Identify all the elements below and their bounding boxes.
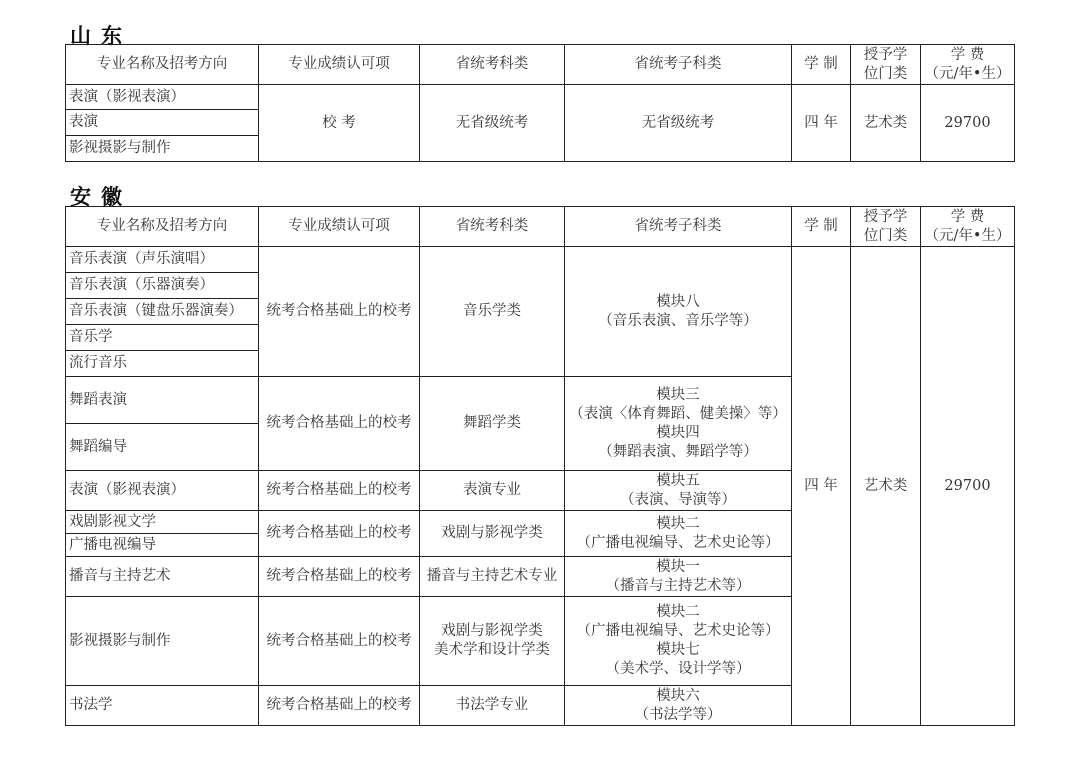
major-cell: 舞蹈表演: [66, 377, 259, 424]
subcategory-line: 模块二: [656, 515, 700, 532]
header-major: 专业名称及招考方向: [66, 207, 259, 247]
table-row: [66, 85, 1015, 110]
shandong-table: [65, 44, 1015, 162]
table-row: [66, 247, 1015, 273]
subcategory-cell: [565, 597, 792, 686]
header-recognition: 专业成绩认可项: [259, 207, 420, 247]
recognition-cell: 统考合格基础上的校考: [259, 247, 420, 377]
major-cell: 音乐表演（乐器演奏）: [66, 273, 259, 299]
subcategory-cell: 无省级统考: [565, 85, 792, 162]
subcategory-line: （美术学、设计学等）: [605, 661, 751, 677]
recognition-cell: 统考合格基础上的校考: [259, 377, 420, 471]
category-cell: 书法学专业: [420, 686, 565, 726]
recognition-cell: 统考合格基础上的校考: [259, 557, 420, 597]
major-cell: 表演: [66, 110, 259, 136]
subcategory-line: （播音与主持艺术等）: [605, 577, 751, 594]
major-cell: 广播电视编导: [66, 534, 259, 557]
header-degree: [851, 207, 921, 247]
major-cell: 播音与主持艺术: [66, 557, 259, 597]
header-recognition: 专业成绩认可项: [259, 45, 420, 85]
subcategory-cell: [565, 686, 792, 726]
header-row: [66, 207, 1015, 247]
category-cell: 无省级统考: [420, 85, 565, 162]
subcategory-line: 模块六: [656, 687, 700, 704]
subcategory-line: 模块八: [656, 293, 700, 310]
header-fee: [921, 45, 1015, 85]
header-fee-line2: （元/年•生）: [924, 65, 1011, 82]
subcategory-line: 模块一: [656, 558, 700, 575]
degree-cell: 艺术类: [851, 85, 921, 162]
recognition-cell: 统考合格基础上的校考: [259, 471, 420, 511]
subcategory-cell: [565, 471, 792, 511]
header-fee-line2: （元/年•生）: [924, 227, 1011, 244]
header-fee-line1: 学 费: [950, 46, 985, 63]
major-cell: 舞蹈编导: [66, 424, 259, 471]
recognition-cell: 统考合格基础上的校考: [259, 511, 420, 557]
subcategory-line: （书法学等）: [634, 706, 722, 723]
subcategory-line: 模块四: [656, 424, 700, 441]
subcategory-line: （广播电视编导、艺术史论等）: [576, 623, 780, 639]
category-cell: 表演专业: [420, 471, 565, 511]
anhui-table: [65, 206, 1015, 726]
major-cell: 影视摄影与制作: [66, 136, 259, 162]
fee-cell: 29700: [921, 85, 1015, 162]
category-line: 戏剧与影视学类: [441, 623, 543, 639]
major-cell: 流行音乐: [66, 351, 259, 377]
category-line: 美术学和设计学类: [434, 642, 550, 658]
category-cell: [420, 597, 565, 686]
header-fee-line1: 学 费: [950, 208, 985, 225]
major-cell: 音乐表演（声乐演唱）: [66, 247, 259, 273]
subcategory-cell: [565, 247, 792, 377]
fee-cell: 29700: [921, 247, 1015, 726]
subcategory-line: 模块七: [656, 642, 700, 658]
header-degree-line1: 授予学: [863, 208, 908, 225]
recognition-cell: 统考合格基础上的校考: [259, 597, 420, 686]
category-cell: 音乐学类: [420, 247, 565, 377]
header-duration: 学 制: [792, 45, 851, 85]
duration-cell: 四 年: [792, 247, 851, 726]
duration-cell: 四 年: [792, 85, 851, 162]
province-title-shandong: 山东: [70, 24, 132, 48]
degree-cell: 艺术类: [851, 247, 921, 726]
subcategory-cell: [565, 377, 792, 471]
major-cell: 戏剧影视文学: [66, 511, 259, 534]
subcategory-line: （表演〈体育舞蹈、健美操〉等）: [569, 405, 787, 422]
category-cell: 戏剧与影视学类: [420, 511, 565, 557]
header-province-subcategory: 省统考子科类: [565, 45, 792, 85]
category-cell: 播音与主持艺术专业: [420, 557, 565, 597]
major-cell: 影视摄影与制作: [66, 597, 259, 686]
header-row: [66, 45, 1015, 85]
subcategory-line: （舞蹈表演、舞蹈学等）: [598, 443, 758, 460]
major-cell: 音乐表演（键盘乐器演奏）: [66, 299, 259, 325]
header-province-category: 省统考科类: [420, 207, 565, 247]
header-degree-line1: 授予学: [863, 46, 908, 63]
subcategory-line: 模块三: [656, 386, 700, 403]
recognition-cell: 统考合格基础上的校考: [259, 686, 420, 726]
major-cell: 音乐学: [66, 325, 259, 351]
header-degree-line2: 位门类: [863, 65, 908, 82]
subcategory-line: 模块五: [656, 472, 700, 489]
subcategory-line: 模块二: [656, 604, 700, 620]
header-province-subcategory: 省统考子科类: [565, 207, 792, 247]
major-cell: 书法学: [66, 686, 259, 726]
major-cell: 表演（影视表演）: [66, 85, 259, 110]
province-title-anhui: 安徽: [70, 185, 132, 209]
major-cell: 表演（影视表演）: [66, 471, 259, 511]
category-cell: 舞蹈学类: [420, 377, 565, 471]
header-duration: 学 制: [792, 207, 851, 247]
recognition-cell: 校 考: [259, 85, 420, 162]
header-degree-line2: 位门类: [863, 227, 908, 244]
header-major: 专业名称及招考方向: [66, 45, 259, 85]
header-province-category: 省统考科类: [420, 45, 565, 85]
subcategory-line: （音乐表演、音乐学等）: [598, 312, 758, 329]
subcategory-line: （表演、导演等）: [620, 491, 736, 508]
subcategory-cell: [565, 557, 792, 597]
subcategory-line: （广播电视编导、艺术史论等）: [576, 534, 780, 551]
subcategory-cell: [565, 511, 792, 557]
header-fee: [921, 207, 1015, 247]
header-degree: [851, 45, 921, 85]
